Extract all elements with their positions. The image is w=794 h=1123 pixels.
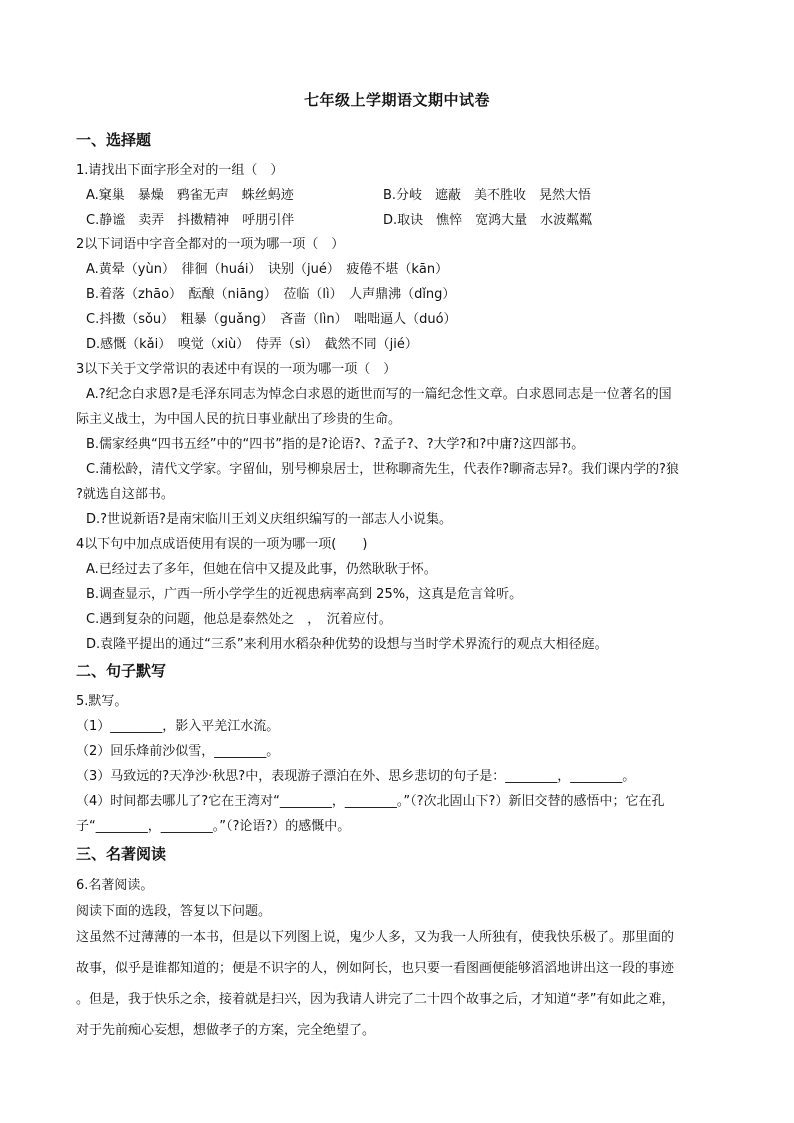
q4-option-c: C.遇到复杂的问题，他总是泰然处之 ， 沉着应付。	[86, 612, 392, 627]
q2-option-a: A.黄晕（yùn） 徘徊（huái） 诀别（jué） 疲倦不堪（kān）	[86, 262, 449, 277]
q2-option-d: D.感慨（kǎi） 嗅觉（xiù） 侍弄（sì） 截然不同（jié）	[86, 337, 418, 352]
section-heading-choice: 一、选择题	[76, 131, 152, 149]
q3-option-b: B.儒家经典“四书五经”中的“四书”指的是?论语?、?孟子?、?大学?和?中庸?这四部书。	[86, 437, 585, 452]
q1-stem: 1.请找出下面字形全对的一组（ ）	[76, 163, 284, 178]
q2-option-c: C.抖擞（sǒu） 粗暴（guǎng） 吝啬（lìn） 咄咄逼人（duó）	[86, 312, 457, 327]
q4-option-b: B.调查显示，广西一所小学学生的近视患病率高到 25%，这真是危言耸听。	[86, 587, 523, 602]
q6-passage-line-3: 。但是，我于快乐之余，接着就是扫兴，因为我请人讲完了二十四个故事之后，才知道“孝”有如此之难，	[76, 992, 675, 1007]
q3-option-d: D.?世说新语?是南宋临川王刘义庆组织编写的一部志人小说集。	[86, 512, 452, 527]
q3-option-a-line1: A.?纪念白求恩?是毛泽东同志为悼念白求恩的逝世而写的一篇纪念性文章。白求恩同志是一位著名的国	[86, 387, 672, 402]
section-heading-classics: 三、名著阅读	[76, 845, 167, 863]
q5-stem: 5.默写。	[76, 694, 128, 709]
q3-option-a-line2: 际主义战士，为中国人民的抗日事业献出了珍贵的生命。	[76, 412, 402, 427]
q5-line-2: （2）回乐烽前沙似雪，________。	[76, 744, 280, 759]
q2-option-b: B.着落（zhāo） 酝酿（niāng） 莅临（lì） 人声鼎沸（dǐng）	[86, 287, 456, 302]
exam-title: 七年级上学期语文期中试卷	[303, 91, 490, 109]
q1-option-c: C.静谧 卖弄 抖擞精神 呼朋引伴	[86, 213, 295, 228]
q5-line-3: （3）马致远的?天净沙·秋思?中，表现游子漂泊在外、思乡悲切的句子是：________，________。	[76, 769, 636, 784]
q1-option-b: B.分岐 遮蔽 美不胜收 晃然大悟	[383, 188, 592, 203]
q6-intro: 阅读下面的选段，答复以下问题。	[76, 904, 272, 919]
q5-line-1: （1）________，影入平羌江水流。	[76, 719, 280, 734]
q2-stem: 2以下词语中字音全都对的一项为哪一项（ ）	[76, 237, 345, 252]
q6-passage-line-1: 这虽然不过薄薄的一本书，但是以下列图上说，鬼少人多，又为我一人所独有，使我快乐极了。那里面的	[76, 930, 675, 945]
q4-option-a: A.已经过去了多年，但她在信中又提及此事，仍然耿耿于怀。	[86, 562, 437, 577]
q5-line-4a: （4）时间都去哪儿了?它在王湾对“________，________。”（?次北固山下?）新旧交替的感悟中；它在孔	[76, 794, 665, 809]
q4-stem: 4以下句中加点成语使用有误的一项为哪一项( )	[76, 537, 368, 552]
q1-option-a: A.窠巢 暴燥 鸦雀无声 蛛丝蚂迹	[86, 188, 294, 203]
q5-line-4b: 子“________，________。”（?论语?）的感慨中。	[76, 819, 351, 834]
section-heading-recitation: 二、句子默写	[76, 662, 167, 680]
q3-stem: 3以下关于文学常识的表述中有误的一项为哪一项（ ）	[76, 362, 397, 377]
q4-option-d: D.袁隆平提出的通过“三系”来利用水稻杂种优势的设想与当时学术界流行的观点大相径庭。	[86, 637, 608, 652]
q6-passage-line-4: 对于先前痴心妄想，想做孝子的方案，完全绝望了。	[76, 1023, 376, 1038]
q3-option-c-line2: ?就选自这部书。	[76, 487, 174, 502]
q1-option-d: D.取诀 憔悴 宽鸿大量 水波粼粼	[383, 213, 593, 228]
q3-option-c-line1: C.蒲松龄，清代文学家。字留仙，别号柳泉居士，世称聊斋先生，代表作?聊斋志异?。我们课内学的?狼	[86, 462, 679, 477]
q6-passage-line-2: 故事，似乎是谁都知道的；便是不识字的人，例如阿长，也只要一看图画便能够滔滔地讲出这一段的事迹	[76, 961, 675, 976]
q6-stem: 6.名著阅读。	[76, 878, 154, 893]
